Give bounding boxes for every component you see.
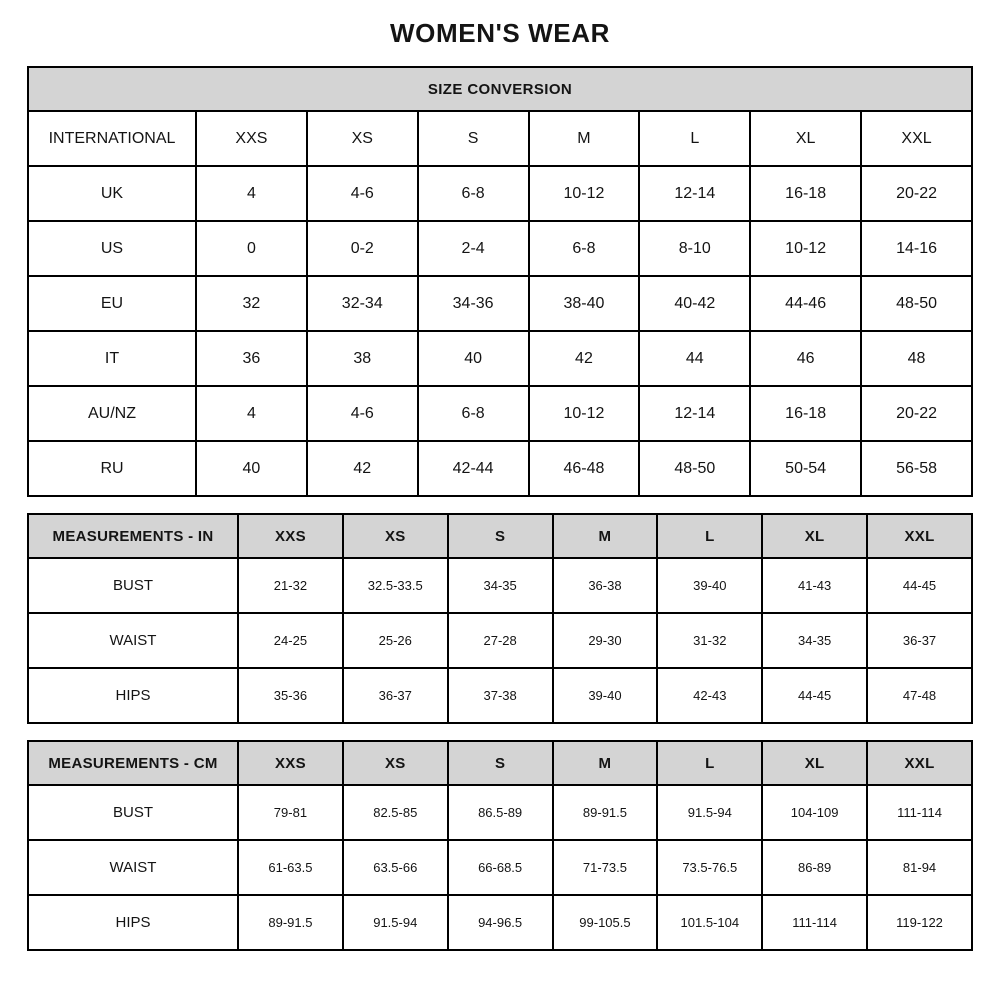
size-value: 6-8 — [418, 386, 529, 441]
measurement-value: 36-37 — [343, 668, 448, 723]
size-value: 46-48 — [529, 441, 640, 496]
measurement-value: 39-40 — [657, 558, 762, 613]
size-value: 40 — [418, 331, 529, 386]
size-value: 36 — [196, 331, 307, 386]
row-label: AU/NZ — [28, 386, 196, 441]
row-label: WAIST — [28, 840, 238, 895]
size-value: 2-4 — [418, 221, 529, 276]
size-value: 46 — [750, 331, 861, 386]
size-value: 42-44 — [418, 441, 529, 496]
size-value: 10-12 — [529, 166, 640, 221]
measurement-value: 34-35 — [448, 558, 553, 613]
measurements-in-table — [27, 513, 973, 724]
measurement-value: 21-32 — [238, 558, 343, 613]
header-row — [28, 111, 972, 166]
column-header: S — [448, 514, 553, 558]
measurement-value: 42-43 — [657, 668, 762, 723]
table-row — [28, 386, 972, 441]
table-row — [28, 166, 972, 221]
row-label: IT — [28, 331, 196, 386]
size-value: 6-8 — [418, 166, 529, 221]
column-header: MEASUREMENTS - IN — [28, 514, 238, 558]
size-conversion-title: SIZE CONVERSION — [28, 67, 972, 111]
measurement-value: 71-73.5 — [553, 840, 658, 895]
measurement-value: 37-38 — [448, 668, 553, 723]
table-row — [28, 276, 972, 331]
row-label: HIPS — [28, 668, 238, 723]
size-value: 16-18 — [750, 166, 861, 221]
measurement-value: 73.5-76.5 — [657, 840, 762, 895]
measurement-value: 31-32 — [657, 613, 762, 668]
row-label: BUST — [28, 558, 238, 613]
measurement-value: 91.5-94 — [343, 895, 448, 950]
table-row — [28, 221, 972, 276]
measurement-value: 34-35 — [762, 613, 867, 668]
measurement-value: 99-105.5 — [553, 895, 658, 950]
column-header: S — [448, 741, 553, 785]
size-value: 50-54 — [750, 441, 861, 496]
size-value: 4 — [196, 166, 307, 221]
table-row — [28, 668, 972, 723]
measurement-value: 24-25 — [238, 613, 343, 668]
measurement-value: 63.5-66 — [343, 840, 448, 895]
banner-row — [28, 67, 972, 111]
measurement-value: 94-96.5 — [448, 895, 553, 950]
measurement-value: 86-89 — [762, 840, 867, 895]
size-value: 16-18 — [750, 386, 861, 441]
measurement-value: 36-37 — [867, 613, 972, 668]
size-value: 34-36 — [418, 276, 529, 331]
column-header: XS — [343, 514, 448, 558]
measurement-value: 41-43 — [762, 558, 867, 613]
measurement-value: 61-63.5 — [238, 840, 343, 895]
size-value: 0-2 — [307, 221, 418, 276]
measurement-value: 111-114 — [762, 895, 867, 950]
measurement-value: 66-68.5 — [448, 840, 553, 895]
table-row — [28, 840, 972, 895]
measurement-value: 47-48 — [867, 668, 972, 723]
measurement-value: 119-122 — [867, 895, 972, 950]
column-header: MEASUREMENTS - CM — [28, 741, 238, 785]
size-value: 14-16 — [861, 221, 972, 276]
row-label: US — [28, 221, 196, 276]
column-header: INTERNATIONAL — [28, 111, 196, 166]
row-label: BUST — [28, 785, 238, 840]
row-label: WAIST — [28, 613, 238, 668]
size-conversion-table — [27, 66, 973, 497]
measurement-value: 104-109 — [762, 785, 867, 840]
measurement-value: 89-91.5 — [238, 895, 343, 950]
page-title: WOMEN'S WEAR — [390, 18, 610, 48]
measurements-cm-table — [27, 740, 973, 951]
size-value: 42 — [529, 331, 640, 386]
column-header: XXS — [238, 514, 343, 558]
size-value: 40 — [196, 441, 307, 496]
column-header: L — [639, 111, 750, 166]
table-row — [28, 441, 972, 496]
measurement-value: 79-81 — [238, 785, 343, 840]
column-header: XL — [750, 111, 861, 166]
table-row — [28, 331, 972, 386]
measurement-value: 111-114 — [867, 785, 972, 840]
size-value: 44 — [639, 331, 750, 386]
size-value: 4-6 — [307, 386, 418, 441]
table-row — [28, 785, 972, 840]
column-header: L — [657, 741, 762, 785]
measurement-value: 44-45 — [762, 668, 867, 723]
size-value: 38 — [307, 331, 418, 386]
measurement-value: 35-36 — [238, 668, 343, 723]
row-label: HIPS — [28, 895, 238, 950]
size-value: 44-46 — [750, 276, 861, 331]
column-header: L — [657, 514, 762, 558]
row-label: RU — [28, 441, 196, 496]
measurement-value: 39-40 — [553, 668, 658, 723]
size-value: 56-58 — [861, 441, 972, 496]
measurement-value: 82.5-85 — [343, 785, 448, 840]
column-header: XS — [307, 111, 418, 166]
measurement-value: 27-28 — [448, 613, 553, 668]
measurement-value: 89-91.5 — [553, 785, 658, 840]
measurement-value: 36-38 — [553, 558, 658, 613]
size-value: 48-50 — [639, 441, 750, 496]
size-value: 4 — [196, 386, 307, 441]
column-header: M — [553, 741, 658, 785]
size-value: 38-40 — [529, 276, 640, 331]
column-header: XXL — [861, 111, 972, 166]
table-row — [28, 558, 972, 613]
column-header: S — [418, 111, 529, 166]
measurement-value: 101.5-104 — [657, 895, 762, 950]
size-value: 40-42 — [639, 276, 750, 331]
column-header: XXS — [238, 741, 343, 785]
size-value: 8-10 — [639, 221, 750, 276]
size-value: 10-12 — [750, 221, 861, 276]
size-value: 42 — [307, 441, 418, 496]
size-value: 6-8 — [529, 221, 640, 276]
size-value: 0 — [196, 221, 307, 276]
table-row — [28, 613, 972, 668]
size-value: 12-14 — [639, 386, 750, 441]
measurement-value: 25-26 — [343, 613, 448, 668]
size-value: 12-14 — [639, 166, 750, 221]
column-header: XXS — [196, 111, 307, 166]
header-row — [28, 514, 972, 558]
measurement-value: 29-30 — [553, 613, 658, 668]
measurement-value: 44-45 — [867, 558, 972, 613]
column-header: XL — [762, 514, 867, 558]
size-value: 20-22 — [861, 166, 972, 221]
measurement-value: 91.5-94 — [657, 785, 762, 840]
size-value: 10-12 — [529, 386, 640, 441]
column-header: M — [553, 514, 658, 558]
column-header: XXL — [867, 514, 972, 558]
size-value: 32-34 — [307, 276, 418, 331]
column-header: XXL — [867, 741, 972, 785]
column-header: M — [529, 111, 640, 166]
column-header: XL — [762, 741, 867, 785]
size-value: 4-6 — [307, 166, 418, 221]
size-value: 32 — [196, 276, 307, 331]
row-label: EU — [28, 276, 196, 331]
size-value: 20-22 — [861, 386, 972, 441]
measurement-value: 32.5-33.5 — [343, 558, 448, 613]
size-value: 48 — [861, 331, 972, 386]
table-row — [28, 895, 972, 950]
measurement-value: 86.5-89 — [448, 785, 553, 840]
size-value: 48-50 — [861, 276, 972, 331]
row-label: UK — [28, 166, 196, 221]
column-header: XS — [343, 741, 448, 785]
header-row — [28, 741, 972, 785]
measurement-value: 81-94 — [867, 840, 972, 895]
